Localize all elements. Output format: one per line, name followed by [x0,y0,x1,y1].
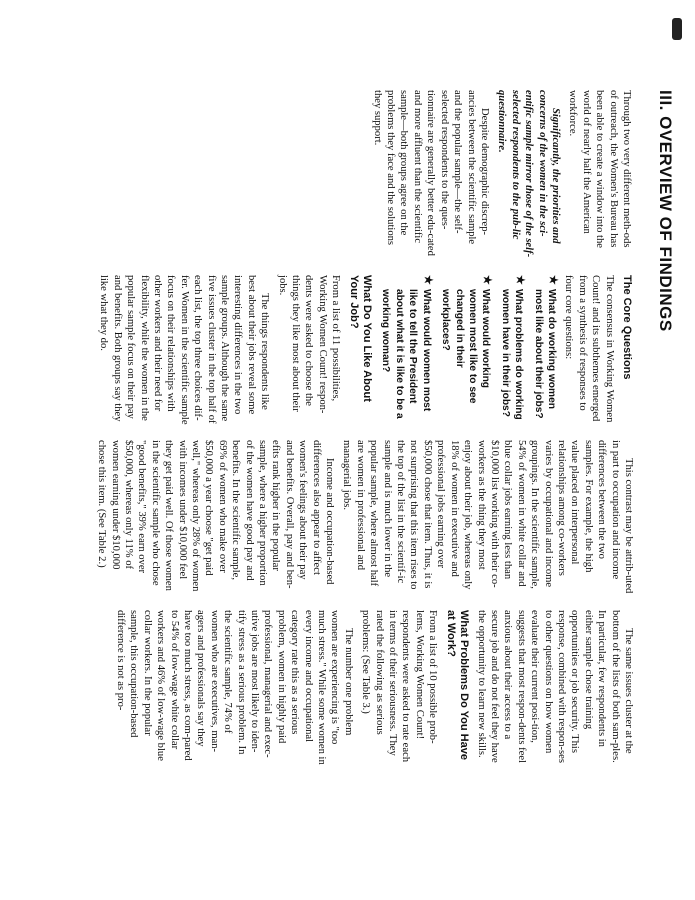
col2-paragraph-3: The things respondents like best about their jobs reveal some interesting differences in the two sample groups. Although the same five issues cluster in the top half of each list, the top three choices dif-fer. Women in the scientific sample focus on their relationships with other workers and their need for flexibility, while the women in the popular sample focus on their pay and benefits. Both groups say they like what they do. [98,275,271,425]
bullet-item: ★ What do working women most like about their jobs? [532,275,559,419]
star-icon: ★ [546,275,559,285]
problems-heading: What Problems Do You Have at Work? [444,610,471,760]
column-4 [110,610,635,765]
section-heading: III. OVERVIEW OF FINDINGS [656,90,675,332]
col3-paragraph-2: Income and occupation-based differences also appear to affect women's feelings about their pay and benefits. Overall, pay and ben-efits rank higher in the popular sample, where a higher proportion of the women have good pay and benefits. In the scientific sample, 69% of women who make over $50,000 a year choose "get paid well," whereas only 28% of women with incomes under $10,000 feel they get paid well. Of those women in the scientific sample who chose "good benefits," 39% earn over $50,000, whereas only 11% of women earning under $10,000 chose this item. (See Table 2.) [96,440,336,592]
col1-paragraph-3: Despite demographic discrep-ancies between the scientific sample and the popular sample—the self-selected respondents to the ques-tionnaire are generally better edu-cated and more affluent than the scientific sample—both groups agree on the problems they face and the solutions they support. [371,90,490,256]
column-2 [93,275,635,425]
core-questions-heading: The Core Questions [621,275,633,380]
col3-paragraph-1: This contrast may be attrib-uted in part to occupation and income differences between the two samples. For example, the high value placed on interpersonal relationships among co-workers varies by occupational and income groupings. In the scientific sample, 54% of women in white collar and blue collar jobs earning less than $10,000 list working with their co-workers as the thing they most enjoy about their job, whereas only 18% of women in executive and professional jobs earning over $50,000 chose that item. Thus, it is not surprising that this item rises to the top of the list in the scientif-ic sample and is much lower in the popular sample, where almost half are women in professional and managerial jobs. [341,440,634,594]
star-icon: ★ [481,275,494,285]
col4-paragraph-1: The same issues cluster at the bottom of the lists of both sam-ples. In particular, few respondents in either sample chose training opportunities or job security. This response, combined with respon-ses to other questions on how women evaluate their current posi-tion, suggests that most respon-dents feel anxious about their access to a secure job and do not feel they have the opportunity to learn new skills. [475,610,634,763]
column-1 [366,90,633,258]
star-icon: ★ [421,275,434,285]
bullet-item: ★ What would working women most like to see changed in their workplaces? [440,275,494,404]
col4-paragraph-3: The number one problem women are experiencing is "too much stress." While some women in every income and occupational category rate this as a serious problem, women in highly paid professional, managerial and exec-utive jobs are most likely to iden-tify stress as a serious problem. In the scientific sample, 74% of women who are executives, man-agers and professionals say they have too much stress, as com-pared to 54% of low-wage white collar workers and 46% of low-wage blue collar workers. In the popular sample, this occupation-based difference is not as pro- [114,610,354,765]
bullet-item: ★ What would women most like to tell the President about what it is like to be a working woman? [380,275,434,419]
col1-paragraph-1: Through two very different meth-ods of outreach, the Women's Bureau has been able to create a window into the world of nearly half the American workforce. [567,90,632,248]
star-icon: ★ [514,275,527,285]
bullet-item: ★ What problems do working women have in their jobs? [499,275,527,420]
col2-paragraph-1: The consensus in Working Women Count! and its subthemes emerged from a synthesis of responses to four core questions: [563,275,615,423]
col2-paragraph-2: From a list of 11 possibilities, Working Women Count! respon-dents were asked to choose the things they like most about their jobs. [276,275,342,414]
column-3 [91,440,635,595]
like-about-job-heading: What Do You Like About Your Job? [347,275,374,402]
col4-paragraph-2: From a list of 10 possible prob-lems, Working Women Count! respondents were asked to rate each in terms of their seriousness. They rated the following as serious problems: (See Table 3.) [360,610,439,763]
col1-paragraph-2: Significantly, the priorities and concerns of the women in the sci-entific sample mirror those of the self-selected respondents to the pub-lic questionnaire. [496,90,561,258]
